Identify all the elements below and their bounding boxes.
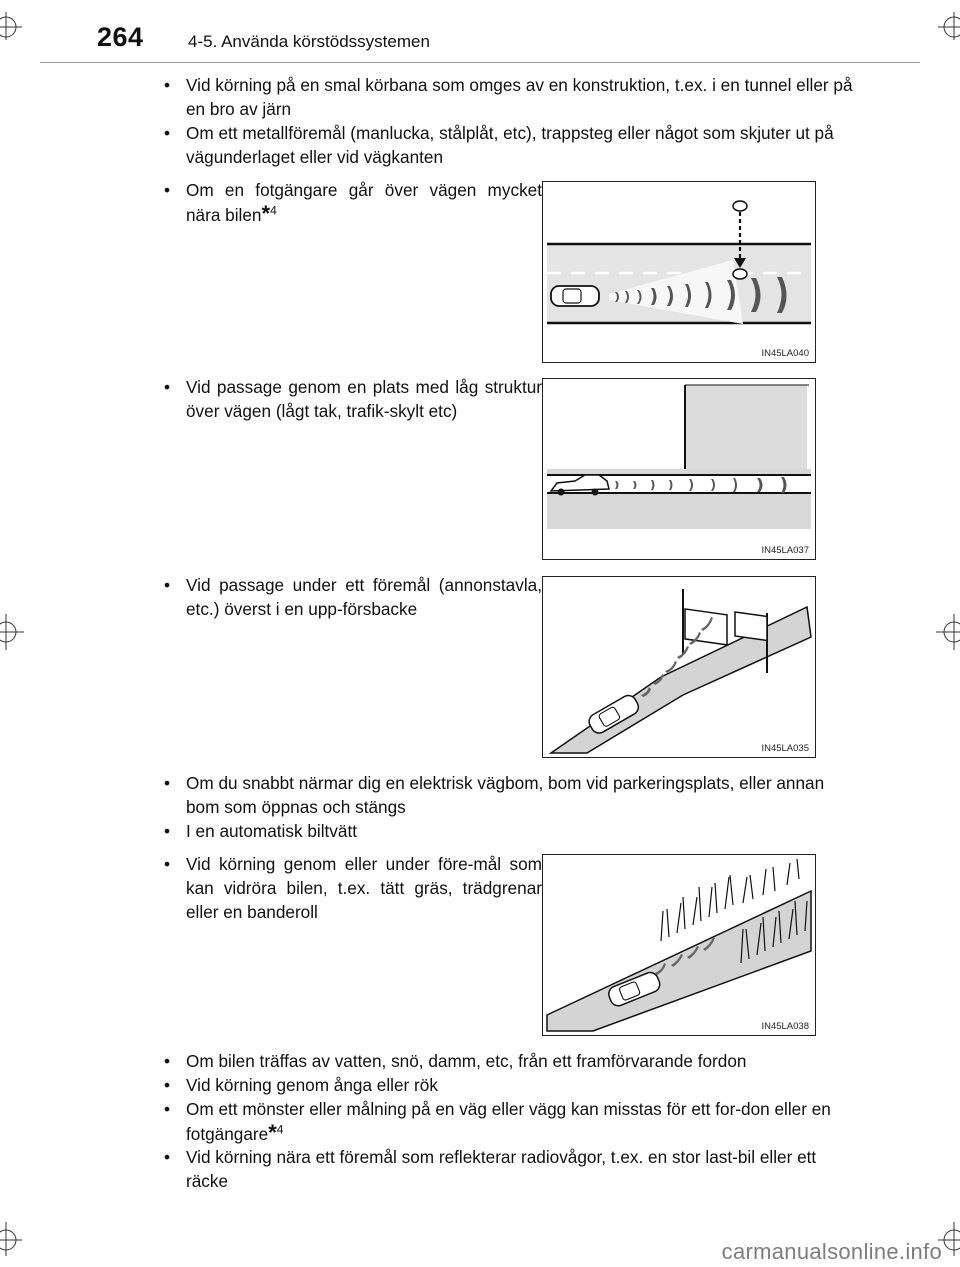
figure-id: IN45LA040	[761, 348, 809, 359]
low-structure-illustration	[543, 379, 815, 559]
list-item: • I en automatisk biltvätt	[164, 819, 854, 843]
footnote-number: 4	[276, 1122, 284, 1137]
list-item: • Om du snabbt närmar dig en elektrisk vägbom, bom vid parkeringsplats, eller annan bom som öppnas och stängs	[164, 771, 854, 819]
header-divider	[40, 62, 920, 63]
figure-pedestrian	[542, 181, 816, 363]
figure-caption-item: • Vid passage genom en plats med låg struktur över vägen (lågt tak, trafik-skylt etc)	[164, 375, 542, 423]
figure-caption-item: • Vid körning genom eller under före-mål som kan vidröra bilen, t.ex. tätt gräs, trädgrenar eller en banderoll	[164, 852, 542, 924]
footnote-star: *	[268, 1120, 277, 1145]
footnote-number: 4	[270, 203, 277, 218]
crop-mark-top-right	[920, 0, 960, 40]
list-item: • Vid körning genom ånga eller rök	[164, 1073, 854, 1097]
uphill-sign-illustration	[543, 577, 815, 757]
section-title: 4-5. Använda körstödssystemen	[188, 32, 430, 51]
figure-id: IN45LA038	[761, 1021, 809, 1032]
crop-mark-bottom-left	[0, 1222, 40, 1267]
figure-caption-item: • Vid passage under ett föremål (annonstavla, etc.) överst i en upp-försbacke	[164, 573, 542, 621]
list-item: • Vid körning på en smal körbana som omges av en konstruktion, t.ex. i en tunnel eller på en bro av järn	[164, 73, 854, 121]
figure-caption-item	[164, 178, 542, 227]
watermark: carmanualsonline.info	[721, 1239, 942, 1264]
crop-mark-mid-left	[0, 612, 40, 652]
crop-mark-top-left	[0, 0, 40, 40]
figure-id: IN45LA035	[761, 743, 809, 754]
crop-mark-mid-right	[920, 612, 960, 652]
footnote-star: *	[261, 201, 271, 226]
list-item	[164, 1097, 854, 1146]
page-number: 264	[97, 22, 144, 52]
list-item: • Om ett metallföremål (manlucka, stålplåt, etc), trappsteg eller något som skjuter ut på vägunderlaget eller vid vägkanten	[164, 121, 854, 169]
pedestrian-illustration	[543, 182, 815, 362]
figure-low-structure	[542, 378, 816, 560]
figure-caption-text: Om en fotgängare går över vägen mycket nära bilen	[186, 180, 542, 225]
grass-illustration	[543, 855, 815, 1035]
list-item: • Vid körning nära ett föremål som reflekterar radiovågor, t.ex. en stor last-bil eller ett räcke	[164, 1145, 854, 1193]
list-item-text: Om ett mönster eller målning på en väg eller vägg kan misstas för ett for-don eller en fotgängare	[186, 1099, 831, 1144]
figure-grass	[542, 854, 816, 1036]
list-item: • Om bilen träffas av vatten, snö, damm, etc, från ett framförvarande fordon	[164, 1049, 854, 1073]
figure-id: IN45LA037	[761, 545, 809, 556]
figure-uphill-sign	[542, 576, 816, 758]
